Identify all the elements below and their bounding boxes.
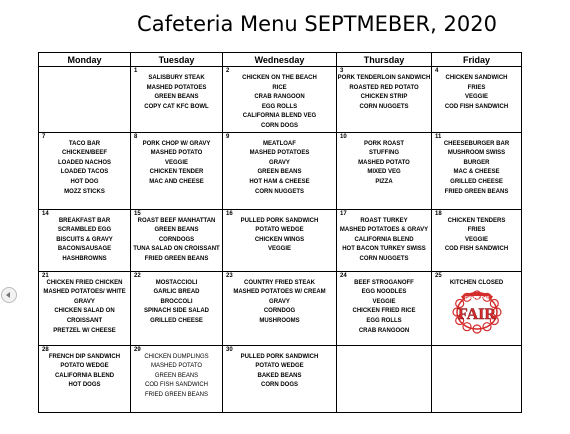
menu-item: CROISSANT — [66, 317, 103, 324]
menu-item: CORN NUGGETS — [359, 103, 409, 110]
menu-items — [432, 279, 521, 289]
menu-items — [432, 217, 521, 255]
day-cell — [131, 67, 223, 133]
menu-calendar — [38, 52, 522, 413]
menu-items — [131, 140, 222, 188]
menu-item: RICE — [272, 84, 287, 91]
fair-badge-top: GO TO THE — [464, 295, 489, 301]
menu-item: MASHED POTATOES W/ CREAM — [233, 289, 326, 296]
day-cell — [337, 132, 432, 209]
menu-item: CORNDOG — [263, 308, 296, 315]
menu-item: SALISBURY STEAK — [148, 75, 205, 81]
menu-item: HOT HAM & CHEESE — [249, 178, 310, 185]
menu-item: CHICKEN SALAD ON — [54, 308, 115, 315]
menu-items — [131, 74, 222, 112]
day-number: 10 — [340, 133, 347, 140]
menu-item: MOSTACCIOLI — [155, 279, 198, 286]
menu-item: FRIES — [467, 84, 486, 91]
day-cell — [432, 209, 522, 271]
day-cell — [432, 271, 522, 345]
menu-item: TACO BAR — [68, 140, 101, 147]
day-number: 24 — [340, 272, 347, 279]
week-row — [39, 132, 522, 209]
menu-item: MAC & CHEESE — [453, 169, 500, 176]
menu-item: BREAKFAST BAR — [58, 217, 111, 224]
menu-item: COD FISH SANDWICH — [145, 382, 208, 389]
week-row — [39, 345, 522, 412]
week-row — [39, 209, 522, 271]
fair-badge-icon — [450, 290, 504, 334]
menu-items — [39, 217, 130, 265]
menu-item: FRIED GREEN BEANS — [144, 255, 209, 262]
menu-item: BISCUITS & GRAVY — [56, 236, 113, 243]
menu-item: FRENCH DIP SANDWICH — [48, 353, 121, 360]
weekday-header: Monday — [39, 53, 131, 67]
day-number: 14 — [42, 210, 49, 217]
menu-item: GREEN BEANS — [154, 227, 199, 234]
menu-items — [223, 217, 336, 255]
menu-item: HOT DOG — [70, 178, 99, 185]
menu-item: CHICKEN/BEEF — [61, 150, 107, 157]
menu-item: FRIES — [467, 227, 486, 234]
menu-item: CHICKEN TENDER — [149, 169, 204, 176]
menu-item: BAKED BEANS — [257, 372, 302, 379]
day-cell — [39, 132, 131, 209]
menu-item: ROAST TURKEY — [360, 217, 408, 224]
menu-item: CORN DOGS — [260, 122, 298, 129]
day-number: 17 — [340, 210, 347, 217]
menu-items — [39, 279, 130, 337]
day-number: 3 — [340, 68, 344, 74]
menu-item: GRAVY — [269, 159, 290, 166]
day-cell — [131, 209, 223, 271]
weekday-header: Friday — [432, 53, 522, 67]
menu-item: PORK ROAST — [363, 140, 404, 147]
menu-items — [337, 74, 431, 112]
day-cell — [223, 209, 337, 271]
menu-item: GARLIC BREAD — [153, 289, 200, 296]
menu-item: HOT BACON TURKEY SWISS — [342, 246, 426, 253]
menu-item: HOT DOGS — [68, 382, 101, 389]
menu-item: COD FISH SANDWICH — [444, 246, 509, 253]
menu-item: VEGGIE — [267, 246, 291, 253]
menu-item: MAC AND CHEESE — [149, 178, 204, 185]
menu-item: GRILLED CHEESE — [150, 317, 203, 324]
menu-item: CHEESEBURGER BAR — [443, 140, 510, 147]
day-number: 25 — [435, 272, 442, 279]
fair-badge-main: FAIR — [457, 306, 496, 324]
menu-item: CALIFORNIA BLEND — [354, 236, 414, 243]
day-cell — [432, 345, 522, 412]
day-cell — [337, 345, 432, 412]
menu-item: POTATO WEDGE — [60, 363, 109, 370]
menu-item: GRAVY — [74, 298, 95, 305]
day-cell — [337, 271, 432, 345]
menu-item: GREEN BEANS — [257, 169, 302, 176]
menu-item: PULLED PORK SANDWICH — [240, 353, 319, 360]
menu-item: MASHED POTATOES & GRAVY — [339, 227, 429, 234]
menu-item: EGG ROLLS — [261, 103, 298, 110]
menu-item: POTATO WEDGE — [255, 227, 304, 234]
day-cell — [223, 271, 337, 345]
menu-item: MASHED POTATO — [150, 150, 203, 157]
previous-page-arrow-icon[interactable] — [1, 287, 17, 303]
day-cell — [432, 132, 522, 209]
menu-item: ROAST BEEF MANHATTAN — [137, 217, 216, 224]
menu-items — [337, 217, 431, 265]
day-cell — [337, 67, 432, 133]
day-cell — [39, 209, 131, 271]
menu-item: CHICKEN DUMPLINGS — [144, 353, 209, 360]
day-cell — [39, 67, 131, 133]
weekday-header: Tuesday — [131, 53, 223, 67]
menu-item: EGG NOODLES — [361, 289, 407, 296]
menu-item: COPY CAT KFC BOWL — [144, 103, 209, 110]
menu-item: PRETZEL W/ CHEESE — [53, 327, 116, 334]
menu-item: CORN NUGGETS — [359, 255, 409, 262]
menu-item: CALIFORNIA BLEND VEG — [242, 113, 317, 120]
menu-item: PIZZA — [375, 178, 393, 185]
menu-item: CORNDOGS — [158, 236, 195, 243]
menu-item: STUFFING — [369, 150, 399, 157]
day-number: 16 — [226, 210, 233, 217]
menu-item: PORK TENDERLOIN SANDWICH — [337, 75, 431, 81]
day-cell — [39, 271, 131, 345]
day-number: 9 — [226, 133, 230, 140]
day-number: 18 — [435, 210, 442, 217]
menu-items — [39, 353, 130, 391]
menu-item: FRIED GREEN BEANS — [144, 391, 208, 398]
menu-item: MOZZ STICKS — [64, 188, 105, 195]
day-number: 4 — [435, 68, 439, 74]
menu-item: MASHED POTATO — [358, 159, 410, 166]
day-cell — [337, 209, 432, 271]
menu-items — [223, 353, 336, 391]
day-cell — [131, 345, 223, 412]
menu-item: POTATO WEDGE — [255, 363, 304, 370]
menu-item: KITCHEN CLOSED — [449, 279, 504, 286]
page-title: Cafeteria Menu SEPTMEBER, 2020 — [137, 12, 497, 36]
menu-item: CRAB RANGOON — [358, 327, 410, 334]
day-cell — [131, 132, 223, 209]
day-cell — [131, 271, 223, 345]
menu-items — [223, 74, 336, 132]
weekday-header: Thursday — [337, 53, 432, 67]
menu-item: VEGGIE — [464, 236, 488, 243]
menu-item: GRILLED CHEESE — [450, 178, 503, 185]
day-number: 2 — [226, 68, 230, 74]
day-cell — [432, 67, 522, 133]
day-cell — [223, 132, 337, 209]
week-row — [39, 67, 522, 133]
day-number: 22 — [134, 272, 141, 279]
day-number: 28 — [42, 346, 49, 353]
menu-item: COD FISH SANDWICH — [444, 103, 509, 110]
day-number: 23 — [226, 272, 233, 279]
day-cell — [223, 67, 337, 133]
menu-item: COUNTRY FRIED STEAK — [243, 279, 315, 286]
menu-item: PULLED PORK SANDWICH — [240, 217, 319, 224]
day-number: 7 — [42, 133, 46, 140]
menu-item: MASHED POTATO — [150, 363, 202, 370]
menu-item: BURGER — [463, 159, 490, 166]
menu-item: MASHED POTATOES/ WHITE — [43, 289, 126, 296]
menu-items — [39, 140, 130, 198]
weekday-header: Wednesday — [223, 53, 337, 67]
menu-item: CHICKEN TENDERS — [447, 217, 506, 224]
weekday-header-row — [39, 53, 522, 67]
menu-item: SCRAMBLED EGG — [57, 227, 112, 234]
week-row — [39, 271, 522, 345]
menu-item: VEGGIE — [372, 298, 396, 305]
menu-items — [223, 279, 336, 327]
menu-item: VEGGIE — [464, 94, 488, 101]
day-number: 1 — [134, 68, 138, 74]
day-number: 21 — [42, 272, 49, 279]
menu-item: GRAVY — [269, 298, 290, 305]
menu-item: LOADED TACOS — [60, 169, 109, 176]
menu-items — [131, 217, 222, 265]
menu-item: CHICKEN SANDWICH — [445, 75, 508, 81]
menu-item: MASHED POTATOES — [146, 84, 207, 91]
menu-item: GREEN BEANS — [154, 372, 199, 379]
menu-item: MUSHROOMS — [259, 317, 300, 324]
menu-item: SPINACH SIDE SALAD — [143, 308, 209, 315]
menu-item: BACON/SAUSAGE — [57, 246, 112, 253]
menu-item: GREEN BEANS — [154, 94, 199, 101]
menu-item: MEATLOAF — [263, 140, 296, 147]
menu-item: CHICKEN FRIED RICE — [352, 308, 416, 315]
day-number: 30 — [226, 346, 233, 353]
menu-items — [131, 353, 222, 401]
menu-item: LOADED NACHOS — [57, 159, 111, 166]
menu-item: MASHED POTATOES — [249, 150, 310, 157]
fair-logo — [432, 290, 521, 339]
menu-item: CHICKEN WINGS — [254, 236, 305, 243]
menu-item: PORK CHOP W/ GRAVY — [142, 140, 211, 147]
menu-item: EGG ROLLS — [366, 317, 402, 324]
menu-item: CRAB RANGOON — [254, 94, 305, 101]
menu-item: CHICKEN FRIED CHICKEN — [46, 279, 123, 286]
menu-items — [432, 74, 521, 112]
menu-items — [223, 140, 336, 198]
menu-item: MIXED VEG — [367, 169, 401, 176]
menu-item: ROASTED RED POTATO — [349, 84, 419, 91]
day-number: 29 — [134, 346, 141, 353]
day-number: 8 — [134, 133, 138, 140]
menu-items — [337, 140, 431, 188]
day-number: 15 — [134, 210, 141, 217]
menu-item: CORN DOGS — [260, 382, 298, 389]
day-cell — [223, 345, 337, 412]
menu-items — [337, 279, 431, 337]
menu-item: CORN NUGGETS — [254, 188, 304, 195]
day-cell — [39, 345, 131, 412]
menu-item: CHICKEN ON THE BEACH — [242, 75, 317, 81]
menu-item: MUSHROOM SWISS — [447, 150, 506, 157]
menu-item: CHICKEN STRIP — [360, 94, 408, 101]
menu-items — [432, 140, 521, 198]
menu-item: TUNA SALAD ON CROISSANT — [133, 246, 220, 253]
menu-item: FRIED GREEN BEANS — [444, 188, 509, 195]
menu-item: VEGGIE — [164, 159, 188, 166]
menu-items — [131, 279, 222, 327]
menu-item: HASHBROWNS — [62, 255, 107, 262]
menu-item: BEEF STROGANOFF — [354, 279, 414, 286]
menu-item: CALIFORNIA BLEND — [54, 372, 115, 379]
day-number: 11 — [435, 133, 442, 140]
menu-item: BROCCOLI — [160, 298, 193, 305]
